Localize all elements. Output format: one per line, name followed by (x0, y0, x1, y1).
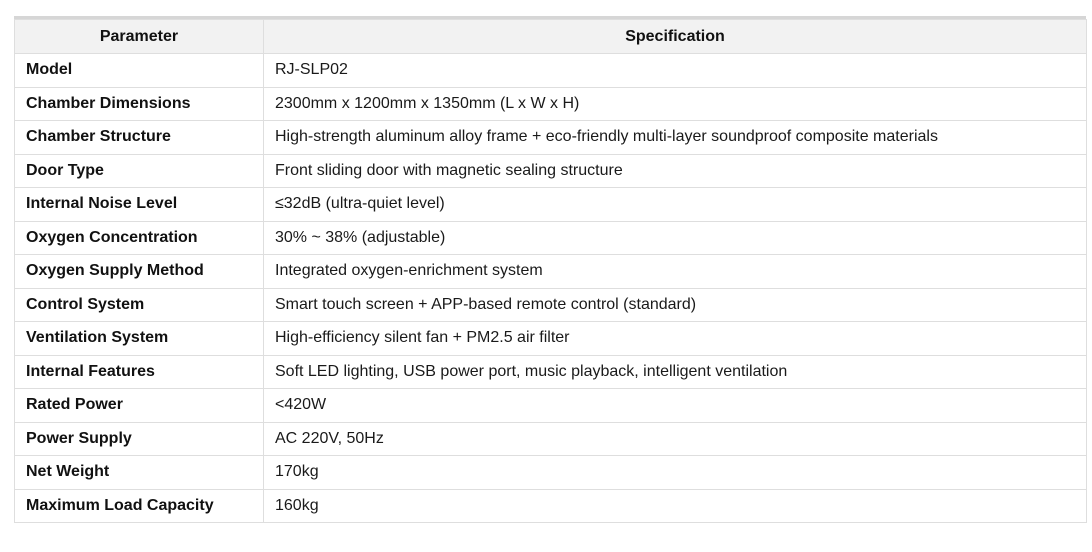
parameter-cell: Internal Noise Level (15, 188, 264, 222)
table-row (15, 221, 1087, 255)
parameter-cell: Ventilation System (15, 322, 264, 356)
parameter-cell: Power Supply (15, 422, 264, 456)
parameter-cell: Model (15, 54, 264, 88)
header-row (15, 20, 1087, 54)
parameter-cell: Control System (15, 288, 264, 322)
table-row (15, 422, 1087, 456)
table-row (15, 456, 1087, 490)
specification-cell: 2300mm x 1200mm x 1350mm (L x W x H) (264, 87, 1087, 121)
specification-cell: 160kg (264, 489, 1087, 523)
parameter-cell: Chamber Dimensions (15, 87, 264, 121)
table-row (15, 188, 1087, 222)
column-header-specification: Specification (264, 20, 1087, 54)
table-row (15, 389, 1087, 423)
specification-cell: 170kg (264, 456, 1087, 490)
table-header (15, 20, 1087, 54)
specification-cell: <420W (264, 389, 1087, 423)
specification-cell: High-strength aluminum alloy frame + eco-friendly multi-layer soundproof composite materials (264, 121, 1087, 155)
parameter-cell: Internal Features (15, 355, 264, 389)
table-row (15, 288, 1087, 322)
parameter-cell: Rated Power (15, 389, 264, 423)
column-header-parameter: Parameter (15, 20, 264, 54)
parameter-cell: Oxygen Supply Method (15, 255, 264, 289)
table-row (15, 322, 1087, 356)
table-row (15, 54, 1087, 88)
specification-cell: Smart touch screen + APP-based remote control (standard) (264, 288, 1087, 322)
table-row (15, 121, 1087, 155)
specification-cell: RJ-SLP02 (264, 54, 1087, 88)
specification-cell: AC 220V, 50Hz (264, 422, 1087, 456)
specification-cell: 30% ~ 38% (adjustable) (264, 221, 1087, 255)
parameter-cell: Door Type (15, 154, 264, 188)
table-row (15, 255, 1087, 289)
specification-cell: High-efficiency silent fan + PM2.5 air filter (264, 322, 1087, 356)
table-row (15, 355, 1087, 389)
specification-cell: Integrated oxygen-enrichment system (264, 255, 1087, 289)
parameter-cell: Maximum Load Capacity (15, 489, 264, 523)
table-row (15, 87, 1087, 121)
specification-cell: ≤32dB (ultra-quiet level) (264, 188, 1087, 222)
parameter-cell: Net Weight (15, 456, 264, 490)
parameter-cell: Oxygen Concentration (15, 221, 264, 255)
table-row (15, 489, 1087, 523)
parameter-cell: Chamber Structure (15, 121, 264, 155)
specification-table (14, 19, 1087, 523)
specification-cell: Front sliding door with magnetic sealing structure (264, 154, 1087, 188)
table-body (15, 54, 1087, 523)
table-row (15, 154, 1087, 188)
specification-cell: Soft LED lighting, USB power port, music playback, intelligent ventilation (264, 355, 1087, 389)
